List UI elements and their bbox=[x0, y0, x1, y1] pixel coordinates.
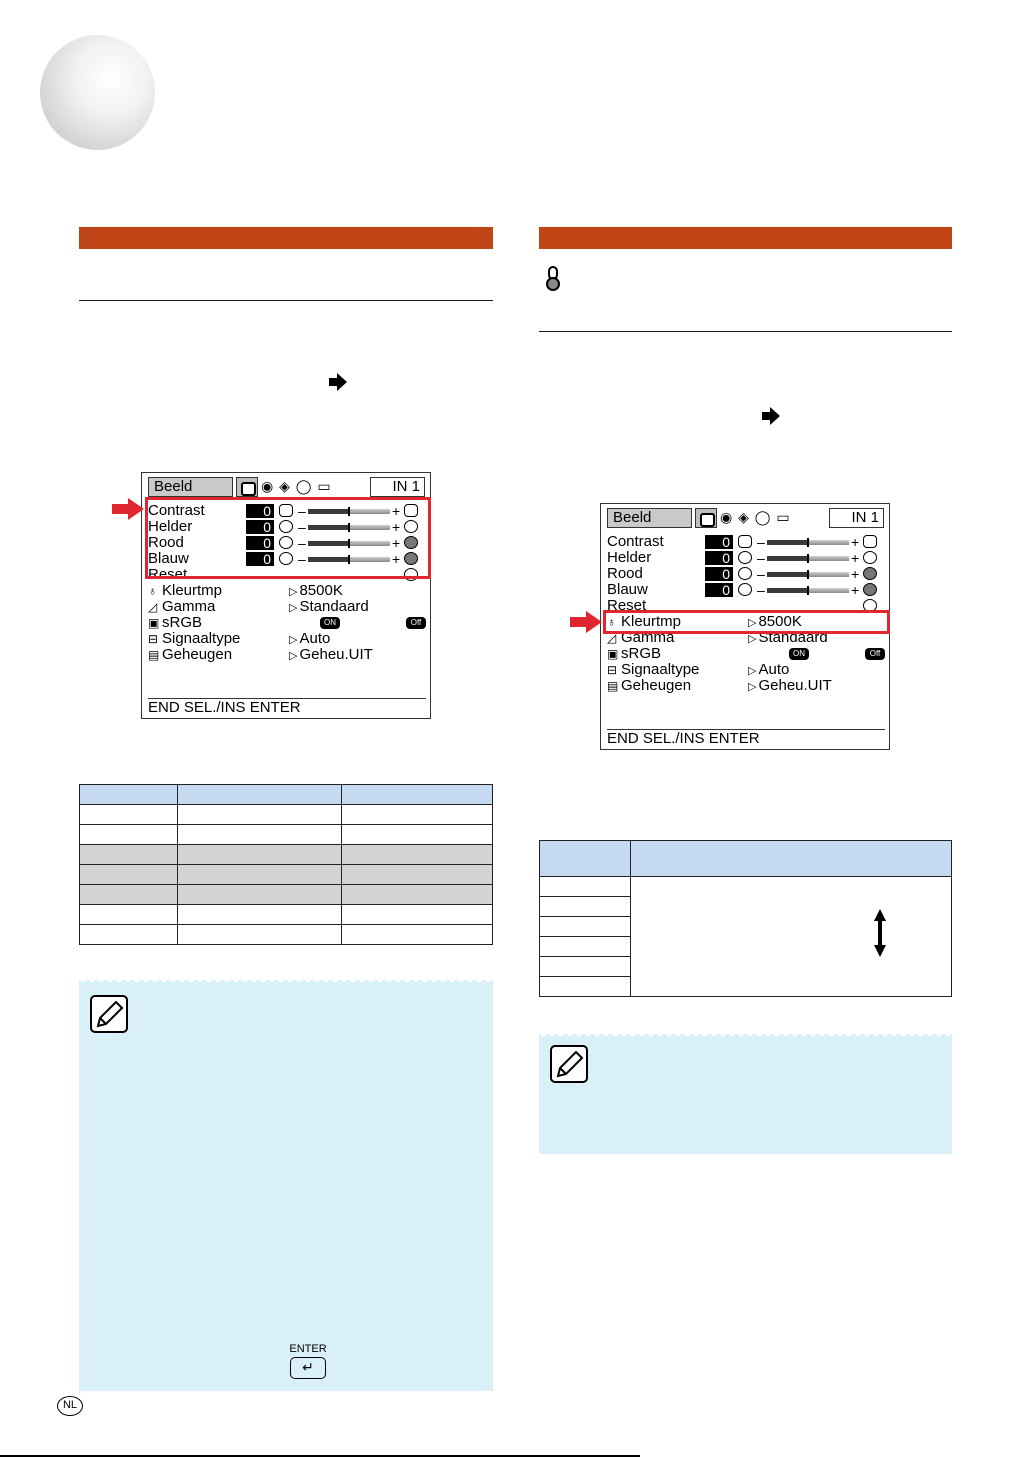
osd-row-geheugen[interactable] bbox=[607, 678, 885, 694]
osd-row-geheugen[interactable] bbox=[148, 647, 426, 663]
enter-key-graphic bbox=[288, 1343, 328, 1379]
pencil-note-icon bbox=[548, 1043, 590, 1085]
osd-row-value: 0 bbox=[705, 535, 733, 549]
osd-row-value: 0 bbox=[705, 567, 733, 581]
input-indicator: IN 1 bbox=[829, 508, 884, 528]
srgb-on-option[interactable]: ON bbox=[320, 617, 340, 629]
osd-row-label: Helder bbox=[148, 518, 193, 535]
language-badge: NL bbox=[57, 1396, 83, 1416]
memory-icon: ▤ bbox=[148, 648, 160, 662]
osd-row-value: 0 bbox=[246, 552, 274, 566]
minus-sign: – bbox=[757, 534, 765, 550]
osd-row-value: 0 bbox=[246, 520, 274, 534]
slider-track[interactable] bbox=[767, 572, 849, 577]
srgb-on-option[interactable]: ON bbox=[789, 648, 809, 660]
osd-row-label: Signaaltype bbox=[621, 661, 700, 678]
signal-type-icon: ⊟ bbox=[148, 632, 159, 646]
osd-row-label: Signaaltype bbox=[162, 630, 241, 647]
osd-row-rood[interactable] bbox=[607, 566, 885, 582]
osd-row-label: Contrast bbox=[607, 533, 664, 550]
gamma-icon: ◿ bbox=[607, 631, 617, 645]
plus-sign: + bbox=[392, 503, 401, 519]
minus-sign: – bbox=[757, 582, 765, 598]
signal-type-icon: ⊟ bbox=[607, 663, 618, 677]
pencil-note-icon bbox=[88, 993, 130, 1035]
osd-row-label: sRGB bbox=[162, 614, 203, 631]
color-temp-icon: ♁ bbox=[607, 615, 616, 629]
osd-row-kleurtmp[interactable] bbox=[148, 583, 426, 599]
osd-row-label: Reset bbox=[607, 597, 647, 614]
osd-row-value: 0 bbox=[705, 551, 733, 565]
highlight-box-kleurtmp bbox=[603, 610, 890, 634]
osd-tab-icons[interactable]: ◉ ◈ ◯ ▭ bbox=[720, 509, 791, 525]
osd-row-helder[interactable] bbox=[607, 550, 885, 566]
osd-row-srgb[interactable] bbox=[607, 646, 885, 662]
picture-tab-icon[interactable] bbox=[695, 508, 717, 528]
osd-row-value: ▷ Auto bbox=[289, 631, 330, 648]
contrast-low-icon bbox=[738, 535, 752, 548]
note-box-right bbox=[539, 1034, 952, 1154]
osd-row-label: Blauw bbox=[148, 550, 189, 567]
osd-row-value: 0 bbox=[705, 583, 733, 597]
red-high-icon bbox=[863, 567, 877, 580]
osd-row-label: Rood bbox=[148, 534, 184, 551]
osd-row-value: 0 bbox=[246, 536, 274, 550]
srgb-icon: ▣ bbox=[607, 647, 619, 661]
note-perforation bbox=[79, 976, 493, 984]
minus-sign: – bbox=[757, 550, 765, 566]
highlight-box-sliders bbox=[145, 497, 431, 579]
osd-row-label: Kleurtmp bbox=[162, 582, 223, 599]
osd-footer: END SEL./INS ENTER bbox=[607, 729, 885, 747]
osd-row-label: Reset bbox=[148, 566, 188, 583]
memory-icon: ▤ bbox=[607, 679, 619, 693]
slider-track[interactable] bbox=[767, 588, 849, 593]
minus-sign: – bbox=[757, 566, 765, 582]
up-down-arrow-icon bbox=[873, 909, 887, 957]
input-indicator: IN 1 bbox=[370, 477, 425, 497]
section-header-bar-right bbox=[539, 227, 952, 249]
gamma-icon: ◿ bbox=[148, 600, 158, 614]
srgb-icon: ▣ bbox=[148, 616, 160, 630]
right-color-temp-table bbox=[539, 840, 952, 997]
slider-track[interactable] bbox=[767, 540, 849, 545]
osd-row-signaaltype[interactable] bbox=[148, 631, 426, 647]
osd-row-contrast[interactable] bbox=[607, 534, 885, 550]
blue-high-icon bbox=[863, 583, 877, 596]
osd-row-label: Contrast bbox=[148, 502, 205, 519]
osd-row-label: Rood bbox=[607, 565, 643, 582]
osd-row-gamma[interactable] bbox=[148, 599, 426, 615]
chapter-decoration-circle bbox=[40, 35, 155, 150]
osd-row-value: ▷ Standaard bbox=[748, 630, 828, 647]
note-perforation bbox=[539, 1030, 952, 1038]
step-arrow-icon bbox=[327, 371, 349, 393]
osd-row-signaaltype[interactable] bbox=[607, 662, 885, 678]
osd-tab-beeld[interactable]: Beeld bbox=[148, 477, 233, 497]
osd-row-value: ▷ Standaard bbox=[289, 599, 369, 616]
osd-row-label: Geheugen bbox=[621, 677, 692, 694]
plus-sign: + bbox=[392, 551, 401, 567]
step-arrow-icon bbox=[760, 405, 782, 427]
osd-row-label: Gamma bbox=[162, 598, 216, 615]
red-low-icon bbox=[738, 567, 752, 580]
enter-key-label: ENTER bbox=[289, 1343, 327, 1355]
osd-row-value: ▷ 8500K bbox=[748, 614, 802, 631]
osd-row-label: Gamma bbox=[621, 629, 675, 646]
plus-sign: + bbox=[392, 519, 401, 535]
color-temp-heading-icon bbox=[541, 264, 565, 292]
srgb-off-option[interactable]: Off bbox=[406, 617, 426, 629]
osd-row-blauw[interactable] bbox=[607, 582, 885, 598]
plus-sign: + bbox=[851, 534, 860, 550]
osd-footer: END SEL./INS ENTER bbox=[148, 698, 426, 716]
enter-return-icon: ↵ bbox=[290, 1357, 326, 1379]
osd-row-value: 0 bbox=[246, 504, 274, 518]
section-header-bar-left bbox=[79, 227, 493, 249]
red-pointer-arrow-icon bbox=[112, 498, 144, 520]
section-rule-left bbox=[79, 300, 493, 301]
contrast-high-icon bbox=[863, 535, 877, 548]
osd-row-label: Geheugen bbox=[162, 646, 233, 663]
left-settings-table bbox=[79, 784, 493, 945]
brightness-low-icon bbox=[738, 551, 752, 564]
minus-sign: – bbox=[298, 551, 306, 567]
red-pointer-arrow-icon bbox=[570, 611, 602, 633]
plus-sign: + bbox=[851, 566, 860, 582]
color-temp-icon: ♁ bbox=[148, 584, 157, 598]
osd-row-label: Helder bbox=[607, 549, 652, 566]
srgb-off-option[interactable]: Off bbox=[865, 648, 885, 660]
osd-row-value: ▷ Geheu.UIT bbox=[289, 647, 373, 664]
plus-sign: + bbox=[851, 550, 860, 566]
minus-sign: – bbox=[298, 535, 306, 551]
osd-tab-beeld[interactable]: Beeld bbox=[607, 508, 692, 528]
osd-row-srgb[interactable] bbox=[148, 615, 426, 631]
minus-sign: – bbox=[298, 503, 306, 519]
section-rule-right bbox=[539, 331, 952, 332]
brightness-high-icon bbox=[863, 551, 877, 564]
plus-sign: + bbox=[392, 535, 401, 551]
osd-row-label: sRGB bbox=[621, 645, 662, 662]
osd-row-label: Blauw bbox=[607, 581, 648, 598]
osd-row-value: ▷ Auto bbox=[748, 662, 789, 679]
osd-row-value: ▷ Geheu.UIT bbox=[748, 678, 832, 695]
picture-tab-icon[interactable] bbox=[236, 477, 258, 497]
minus-sign: – bbox=[298, 519, 306, 535]
osd-row-label: Kleurtmp bbox=[621, 613, 682, 630]
plus-sign: + bbox=[851, 582, 860, 598]
osd-tab-icons[interactable]: ◉ ◈ ◯ ▭ bbox=[261, 478, 332, 494]
osd-row-value: ▷ 8500K bbox=[289, 583, 343, 600]
blue-low-icon bbox=[738, 583, 752, 596]
slider-track[interactable] bbox=[767, 556, 849, 561]
note-box-left bbox=[79, 980, 493, 1391]
